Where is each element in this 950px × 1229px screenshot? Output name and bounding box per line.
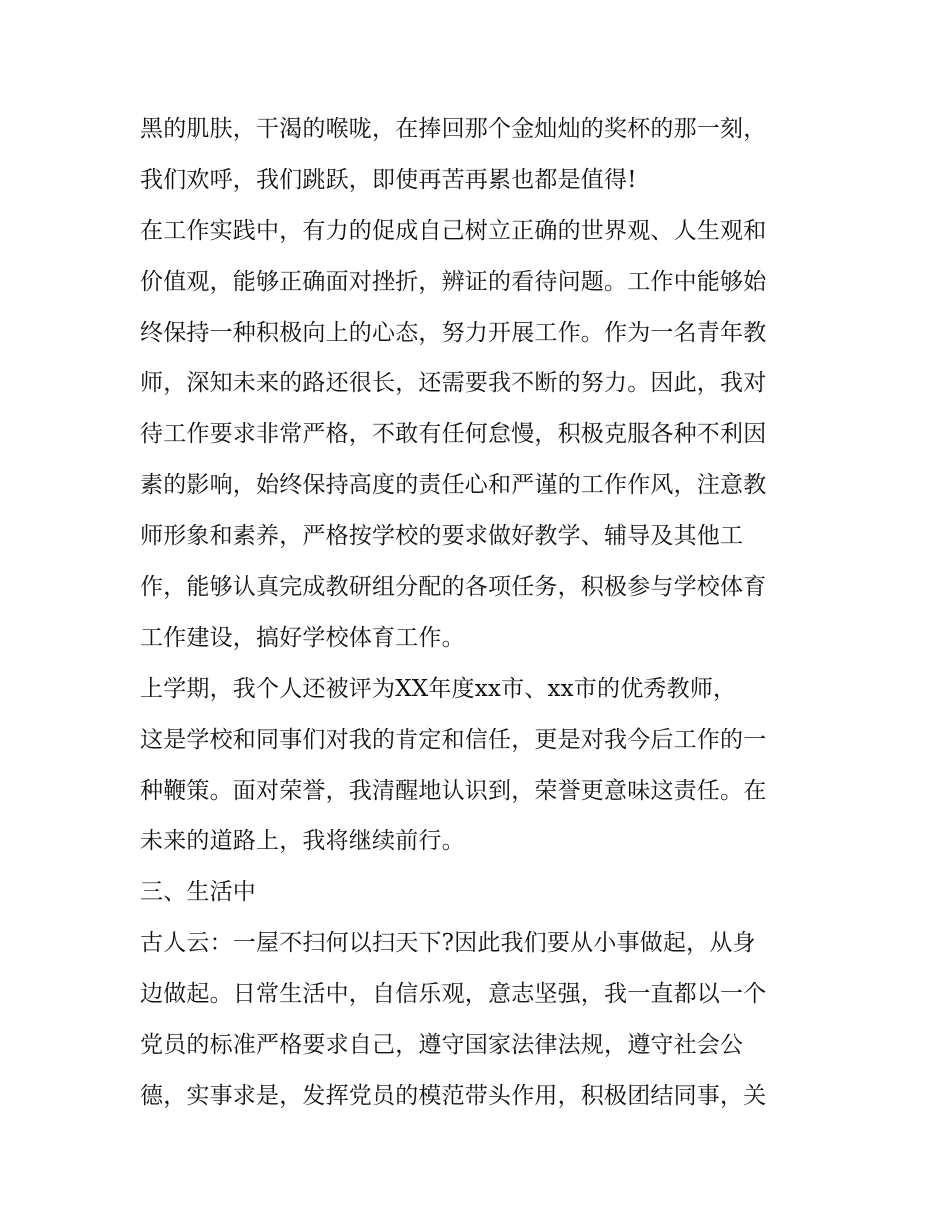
section-heading: 三、生活中 — [140, 879, 256, 906]
text-line: 我们欢呼，我们跳跃，即使再苦再累也都是值得! — [140, 166, 637, 193]
text-line: 这是学校和同事们对我的肯定和信任，更是对我今后工作的一 — [140, 726, 767, 753]
text-line: 古人云：一屋不扫何以扫天下?因此我们要从小事做起，从身 — [140, 930, 756, 957]
text-line: 党员的标准严格要求自己，遵守国家法律法规，遵守社会公 — [140, 1032, 744, 1059]
text-line: 师，深知未来的路还很长，还需要我不断的努力。因此，我对 — [140, 370, 767, 397]
text-line: 素的影响，始终保持高度的责任心和严谨的工作作风，注意教 — [140, 472, 767, 499]
text-line: 边做起。日常生活中，自信乐观，意志坚强，我一直都以一个 — [140, 981, 767, 1008]
text-line: 种鞭策。面对荣誉，我清醒地认识到，荣誉更意味这责任。在 — [140, 777, 767, 804]
text-line: 上学期，我个人还被评为XX年度xx市、xx市的优秀教师， — [140, 675, 737, 702]
text-line: 工作建设，搞好学校体育工作。 — [140, 624, 465, 651]
text-line: 未来的道路上，我将继续前行。 — [140, 828, 465, 855]
text-line: 德，实事求是，发挥党员的模范带头作用，积极团结同事，关 — [140, 1082, 767, 1109]
text-line: 价值观，能够正确面对挫折，辨证的看待问题。工作中能够始 — [140, 268, 767, 295]
text-line: 终保持一种积极向上的心态，努力开展工作。作为一名青年教 — [140, 319, 767, 346]
text-line: 待工作要求非常严格，不敢有任何怠慢，积极克服各种不利因 — [140, 421, 767, 448]
document-body — [140, 104, 820, 1122]
text-line: 作，能够认真完成教研组分配的各项任务，积极参与学校体育 — [140, 574, 767, 601]
text-line: 黑的肌肤，干渴的喉咙，在捧回那个金灿灿的奖杯的那一刻， — [140, 116, 767, 142]
text-line: 在工作实践中，有力的促成自己树立正确的世界观、人生观和 — [140, 217, 767, 244]
text-line: 师形象和素养，严格按学校的要求做好教学、辅导及其他工 — [140, 523, 744, 550]
